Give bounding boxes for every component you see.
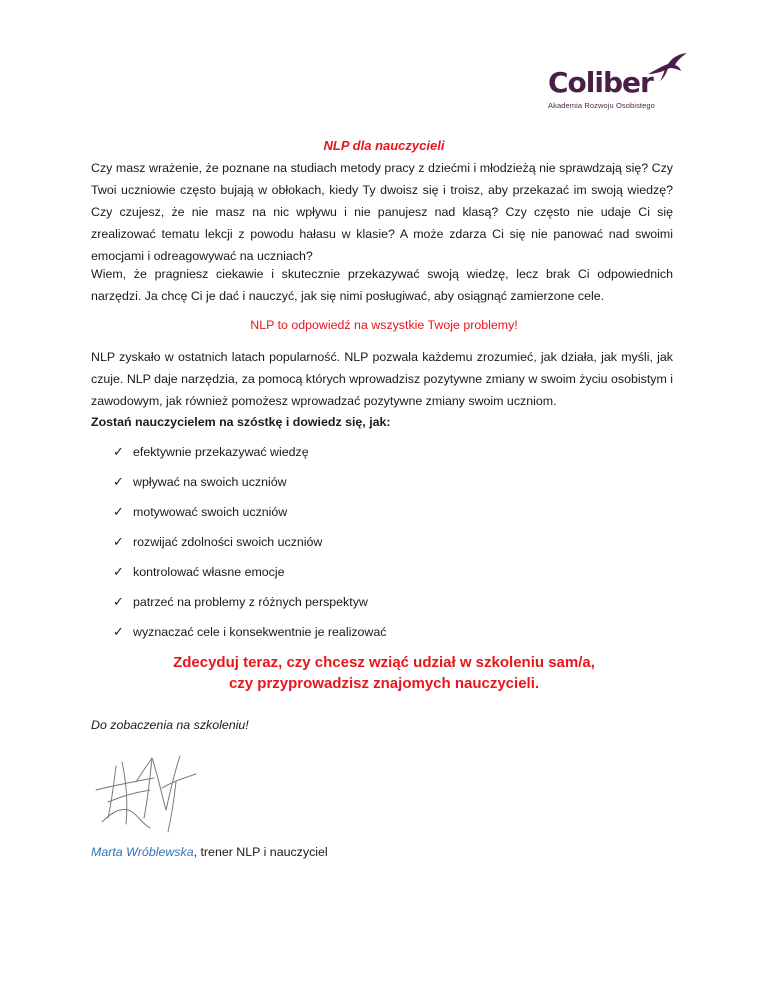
- logo-tagline: Akademia Rozwoju Osobistego: [548, 101, 655, 110]
- handwritten-signature: [92, 752, 202, 834]
- coliber-logo: [540, 52, 690, 116]
- list-item-text: kontrolować własne emocje: [133, 565, 285, 579]
- signature-line: [91, 845, 328, 859]
- list-item: [113, 591, 386, 621]
- list-item: [113, 561, 386, 591]
- list-item: [113, 441, 386, 471]
- list-item-text: wpływać na swoich uczniów: [133, 475, 287, 489]
- checkmark-icon: ✓: [113, 534, 124, 549]
- second-paragraph: Wiem, że pragniesz ciekawie i skutecznie przekazywać swoją wiedzę, lecz brak Ci odpowiednich narzędzi. Ja chcę Ci je dać i nauczyć, jak się nimi posługiwać, aby osiągnąć zamierzone cele.: [91, 267, 673, 303]
- list-item: [113, 621, 386, 651]
- checkmark-icon: ✓: [113, 504, 124, 519]
- highlight-line: NLP to odpowiedź na wszystkie Twoje problemy!: [250, 318, 518, 332]
- list-item: [113, 471, 386, 501]
- intro-paragraph: Czy masz wrażenie, że poznane na studiach metody pracy z dziećmi i młodzieżą nie sprawdzają się? Czy Twoi uczniowie często bujają w obłokach, kiedy Ty dwoisz się i troisz, aby przekazać im swoją wiedzę? Czy czujesz, że nie masz na nic wpływu i nie panujesz nad klasą? Czy często nie udaje Ci się zrealizować tematu lekcji z powodu hałasu w klasie? A może zdarza Ci się nie panować nad swoimi emocjami i odreagowywać na uczniach?: [91, 161, 673, 263]
- benefits-list: [113, 441, 386, 651]
- third-paragraph: NLP zyskało w ostatnich latach popularność. NLP pozwala każdemu zrozumieć, jak działa, jak myśli, jak czuje. NLP daje narzędzia, za pomocą których wprowadzisz pozytywne zmiany w swoim życiu osobistym i zawodowym, jak również pomożesz wprowadzać pozytywne zmiany swoim uczniom.: [91, 350, 673, 408]
- call-to-action: [0, 652, 768, 694]
- list-heading: Zostań nauczycielem na szóstkę i dowiedz się, jak:: [91, 415, 391, 429]
- cta-line-1: Zdecyduj teraz, czy chcesz wziąć udział w szkoleniu sam/a,: [173, 654, 595, 671]
- checkmark-icon: ✓: [113, 624, 124, 639]
- list-item-text: efektywnie przekazywać wiedzę: [133, 445, 309, 459]
- list-item: [113, 501, 386, 531]
- logo-brand-text: Coliber: [548, 66, 653, 99]
- signer-name: Marta Wróblewska: [91, 845, 194, 859]
- list-item-text: wyznaczać cele i konsekwentnie je realizować: [133, 625, 387, 639]
- signer-role: , trener NLP i nauczyciel: [193, 845, 328, 859]
- checkmark-icon: ✓: [113, 474, 124, 489]
- list-item-text: patrzeć na problemy z różnych perspektyw: [133, 595, 368, 609]
- document-title: NLP dla nauczycieli: [323, 138, 445, 153]
- closing-line: Do zobaczenia na szkoleniu!: [91, 718, 249, 732]
- checkmark-icon: ✓: [113, 444, 124, 459]
- list-item-text: rozwijać zdolności swoich uczniów: [133, 535, 323, 549]
- list-item: [113, 531, 386, 561]
- checkmark-icon: ✓: [113, 564, 124, 579]
- list-item-text: motywować swoich uczniów: [133, 505, 288, 519]
- cta-line-2: czy przyprowadzisz znajomych nauczycieli.: [228, 675, 540, 692]
- checkmark-icon: ✓: [113, 594, 124, 609]
